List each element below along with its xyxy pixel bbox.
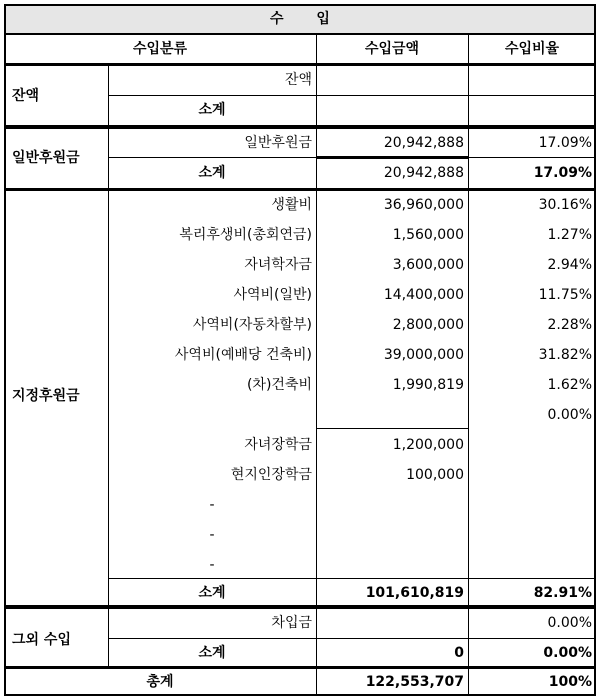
- income-table: [4, 4, 596, 696]
- section-label-designated: 지정후원금: [12, 388, 80, 404]
- total-amount: 122,553,707: [365, 674, 464, 690]
- item-ratio: 0.00%: [547, 615, 592, 631]
- section-label-balance: 잔액: [12, 88, 40, 104]
- item-ratio: [468, 431, 592, 459]
- section-divider: [4, 666, 596, 669]
- item-name: -: [209, 557, 215, 573]
- item-amount: [316, 66, 464, 94]
- item-name: (차)건축비: [246, 377, 312, 393]
- item-amount: 1,990,819: [392, 377, 464, 393]
- item-name: 생활비: [271, 197, 312, 213]
- subtotal-ratio: 0.00%: [543, 645, 592, 661]
- border-right: [594, 4, 596, 696]
- item-amount: 3,600,000: [392, 257, 464, 273]
- row-divider: [108, 157, 316, 158]
- item-ratio: [468, 491, 592, 519]
- item-amount: [316, 401, 464, 429]
- item-ratio: [468, 521, 592, 549]
- subtotal-label: 소계: [198, 165, 226, 181]
- item-name: [108, 401, 312, 429]
- item-amount: 100,000: [406, 467, 464, 483]
- subtotal-label: 소계: [198, 585, 226, 601]
- item-amount: 1,560,000: [392, 227, 464, 243]
- item-ratio: 1.62%: [547, 377, 592, 393]
- total-ratio: 100%: [548, 674, 592, 690]
- border-left: [4, 4, 6, 696]
- item-name: 일반후원금: [244, 135, 312, 151]
- row-divider: [468, 157, 596, 158]
- header-category: 수입분류: [132, 41, 188, 57]
- col-sep-section: [108, 129, 109, 189]
- item-ratio: [468, 66, 592, 94]
- item-ratio: 1.27%: [547, 227, 592, 243]
- border-top: [4, 4, 596, 6]
- item-amount: 14,400,000: [383, 287, 464, 303]
- subtotal-amount: 20,942,888: [383, 165, 464, 181]
- subtotal-amount: 101,610,819: [365, 585, 464, 601]
- col-sep-ratio: [468, 34, 469, 696]
- item-name: 사역비(일반): [233, 287, 312, 303]
- section-label-other: 그외 수입: [12, 632, 71, 648]
- item-name: 현지인장학금: [230, 467, 312, 483]
- item-amount: [316, 491, 464, 519]
- title-divider: [4, 33, 596, 35]
- section-divider: [4, 125, 596, 129]
- total-label: 총계: [146, 674, 174, 690]
- item-name: 사역비(자동차할부): [192, 317, 312, 333]
- section-divider: [4, 188, 596, 191]
- item-amount: [316, 551, 464, 579]
- item-name: -: [209, 527, 215, 543]
- item-ratio: 11.75%: [538, 287, 592, 303]
- item-ratio: 2.28%: [547, 317, 592, 333]
- section-divider: [4, 605, 596, 609]
- item-ratio: 30.16%: [538, 197, 592, 213]
- row-divider: [108, 95, 596, 96]
- item-ratio: 17.09%: [538, 135, 592, 151]
- row-divider: [108, 638, 596, 639]
- col-sep-amount: [316, 34, 317, 696]
- item-amount: 39,000,000: [383, 347, 464, 363]
- border-bottom: [4, 694, 596, 696]
- item-amount: 20,942,888: [383, 135, 464, 151]
- subtotal-label: 소계: [198, 645, 226, 661]
- subtotal-ratio: 82.91%: [533, 585, 592, 601]
- item-ratio: [468, 461, 592, 489]
- item-ratio: 2.94%: [547, 257, 592, 273]
- subtotal-ratio: [468, 96, 592, 124]
- item-ratio: [468, 551, 592, 579]
- item-amount: 1,200,000: [392, 437, 464, 453]
- item-ratio: 31.82%: [538, 347, 592, 363]
- row-divider-thick: [316, 156, 468, 159]
- table-title: 수 입: [270, 11, 330, 27]
- item-amount: 2,800,000: [392, 317, 464, 333]
- subtotal-label: 소계: [198, 102, 226, 118]
- item-ratio: 0.00%: [547, 407, 592, 423]
- section-label-general: 일반후원금: [12, 150, 80, 166]
- item-name: -: [209, 497, 215, 513]
- item-name: 사역비(예배당 건축비): [174, 347, 312, 363]
- item-name: 복리후생비(총회연금): [179, 227, 312, 243]
- row-divider: [108, 578, 596, 579]
- header-divider: [4, 63, 596, 66]
- header-amount: 수입금액: [364, 41, 420, 57]
- col-sep-section: [108, 191, 109, 607]
- item-amount: [316, 521, 464, 549]
- col-sep-section: [108, 66, 109, 126]
- subtotal-amount: 0: [454, 645, 464, 661]
- subtotal-ratio: 17.09%: [533, 165, 592, 181]
- item-name: 자녀학자금: [244, 257, 312, 273]
- row-divider: [316, 428, 468, 429]
- item-name: 자녀장학금: [244, 437, 312, 453]
- subtotal-amount: [316, 96, 464, 124]
- header-ratio: 수입비율: [504, 41, 560, 57]
- item-amount: [316, 609, 464, 637]
- item-name: 잔액: [284, 72, 312, 88]
- item-amount: 36,960,000: [383, 197, 464, 213]
- item-name: 차입금: [271, 615, 312, 631]
